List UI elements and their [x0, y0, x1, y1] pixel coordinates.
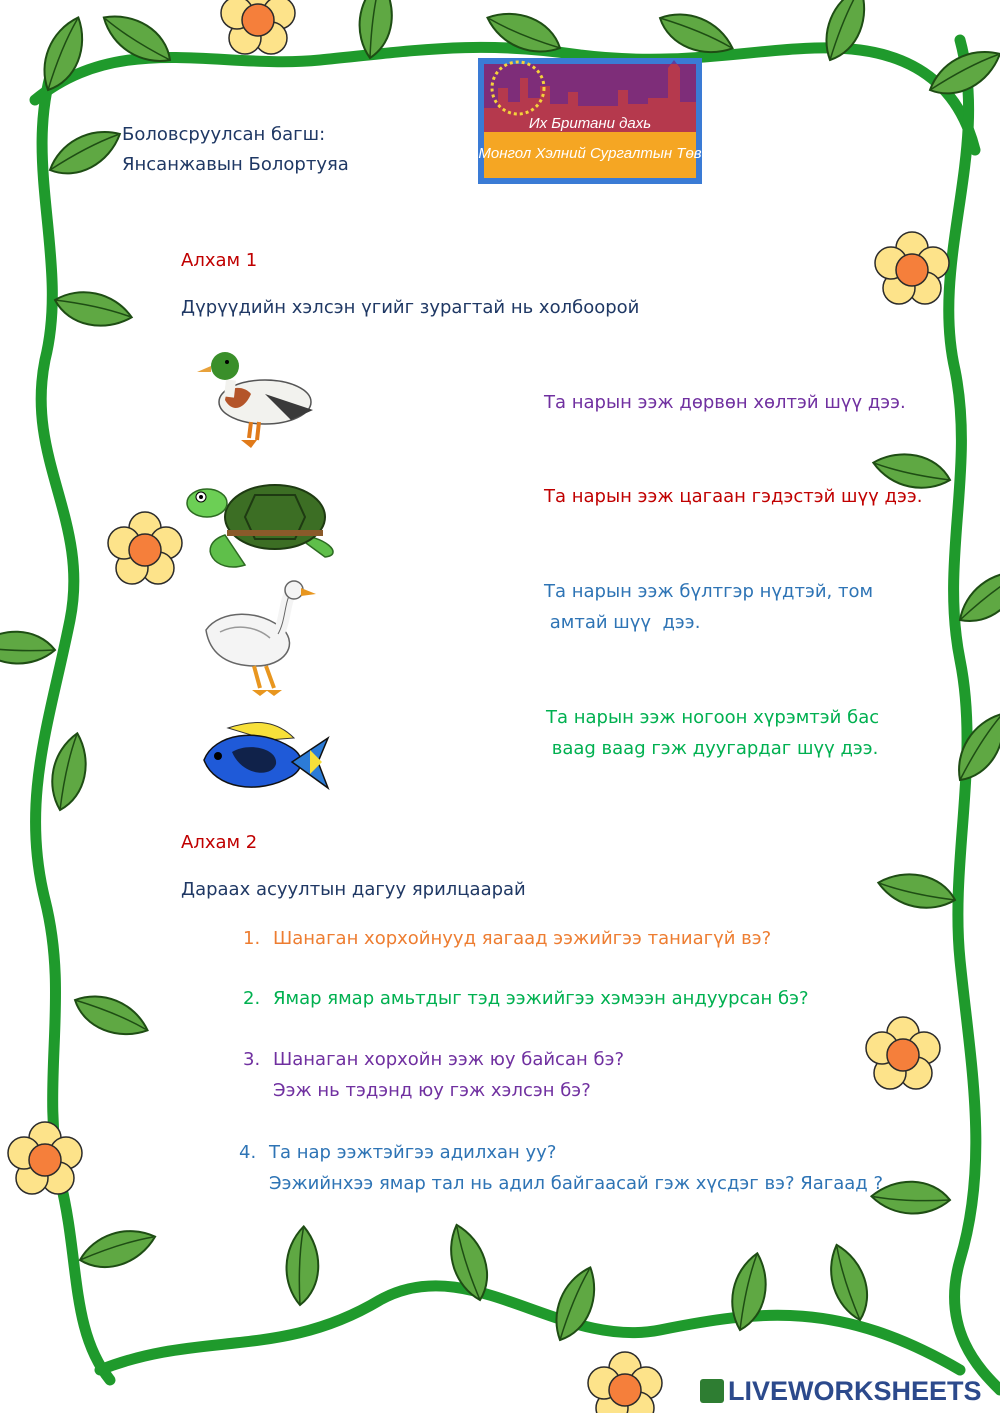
question-3-number: 3.: [243, 1049, 261, 1070]
question-4: [239, 1137, 883, 1199]
author-label: Боловсруулсан багш:: [122, 124, 326, 145]
question-1-text: Шанаган хорхойнууд яагаад ээжийгээ таниагүй вэ?: [273, 928, 772, 949]
question-3-text: Шанаган хорхойн ээж юу байсан бэ?: [273, 1049, 624, 1070]
question-2: [243, 983, 809, 1014]
statement-4-line1: Та нарын ээж ногоон хүрэмтэй бас: [546, 707, 880, 728]
question-3: [243, 1044, 624, 1106]
watermark-text: LIVEWORKSHEETS: [728, 1375, 982, 1406]
statement-3: [544, 576, 873, 638]
logo-line2: Монгол Хэлний Сургалтын Төв: [478, 145, 702, 162]
question-4-line2: Ээжийнхээ ямар тал нь адил байгаасай гэж хүсдэг вэ? Яагаад ?: [269, 1173, 883, 1194]
statement-2: Та нарын ээж цагаан гэдэстэй шүү дээ.: [544, 486, 923, 507]
step2-instruction: Дараах асуултын дагуу ярилцаарай: [181, 879, 526, 900]
question-4-number: 4.: [239, 1142, 257, 1163]
turtle-icon[interactable]: [185, 475, 350, 575]
fish-icon[interactable]: [198, 718, 332, 804]
liveworksheets-logo-icon: [700, 1379, 724, 1403]
logo-line1: Их Британи дахь: [528, 115, 652, 132]
statement-4-line2: ваag ваag гэж дуугардаг шүү дээ.: [546, 738, 879, 759]
statement-3-line1: Та нарын ээж бүлтгэр нүдтэй, том: [544, 581, 874, 602]
statement-1: Та нарын ээж дөрвөн хөлтэй шүү дээ.: [544, 392, 906, 413]
liveworksheets-watermark: [700, 1376, 982, 1406]
duck-icon[interactable]: [195, 342, 320, 452]
step1-instruction: Дүрүүдийн хэлсэн үгийг зурагтай нь холбоорой: [181, 297, 640, 318]
goose-icon[interactable]: [200, 580, 320, 702]
author-name: Янсанжавын Болортуяа: [122, 154, 349, 175]
statement-3-line2: амтай шүү дээ.: [544, 612, 701, 633]
statement-4: [546, 702, 879, 764]
question-1: [243, 923, 771, 954]
step2-title: Алхам 2: [181, 832, 258, 853]
question-4-text: Та нар ээжтэйгээ адилхан уу?: [269, 1142, 557, 1163]
question-3-line2: Ээж нь тэдэнд юу гэж хэлсэн бэ?: [273, 1080, 591, 1101]
question-1-number: 1.: [243, 928, 261, 949]
question-2-number: 2.: [243, 988, 261, 1009]
question-2-text: Ямар ямар амьтдыг тэд ээжийгээ хэмээн андуурсан бэ?: [273, 988, 809, 1009]
school-logo: [478, 58, 702, 184]
step1-title: Алхам 1: [181, 250, 258, 271]
